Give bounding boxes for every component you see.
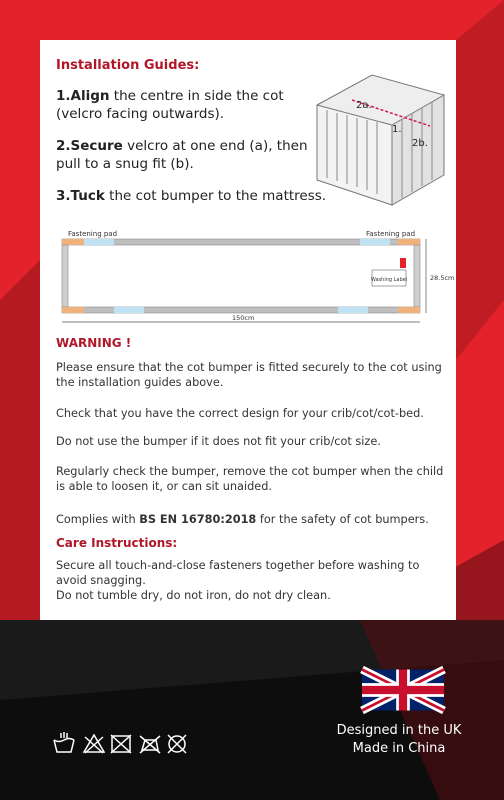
- uk-flag-icon: [362, 668, 444, 712]
- step-3-text: the cot bumper to the mattress.: [104, 188, 327, 204]
- width-dimension: 150cm: [232, 314, 255, 322]
- instruction-card: [40, 40, 456, 620]
- complies-standard: BS EN 16780:2018: [139, 513, 257, 526]
- care-line-2: Do not tumble dry, do not iron, do not dry clean.: [56, 589, 331, 602]
- step-1-number: 1.: [56, 88, 71, 104]
- complies-line: [56, 512, 446, 527]
- no-bleach-icon: [84, 735, 104, 753]
- cot-label-2a: 2a.: [356, 100, 372, 111]
- warning-paragraph-1: Please ensure that the cot bumper is fitted securely to the cot using the installation guides above.: [56, 361, 442, 389]
- complies-prefix: Complies with: [56, 513, 140, 526]
- hand-wash-icon: [54, 732, 74, 752]
- care-title: Care Instructions:: [56, 536, 178, 550]
- height-dimension: 28.5cm: [430, 274, 455, 282]
- cot-illustration: [312, 70, 447, 210]
- care-symbols: [52, 732, 202, 756]
- designed-in-text: Designed in the UK: [336, 723, 462, 738]
- bumper-diagram: [54, 226, 455, 330]
- no-dry-clean-icon: [168, 735, 186, 753]
- no-tumble-dry-icon: [111, 735, 131, 753]
- cot-label-1: 1.: [392, 124, 402, 135]
- step-2-text: velcro at one end (a), then pull to a snug fit (b).: [56, 138, 308, 172]
- no-iron-icon: [140, 736, 160, 753]
- warning-paragraph-3: Do not use the bumper if it does not fit your crib/cot size.: [56, 435, 381, 448]
- step-2-keyword: Secure: [70, 138, 123, 154]
- warning-title: WARNING !: [56, 336, 132, 350]
- step-2-number: 2.: [56, 138, 71, 154]
- step-1: [56, 87, 311, 123]
- origin-text: [324, 722, 474, 758]
- complies-suffix: for the safety of cot bumpers.: [256, 513, 429, 526]
- step-3-keyword: Tuck: [70, 188, 105, 204]
- installation-title: Installation Guides:: [56, 58, 200, 73]
- washing-label-text: Washing Label: [370, 277, 408, 283]
- step-1-text: the centre in side the cot (velcro facing outwards).: [56, 88, 284, 122]
- step-1-keyword: Align: [70, 88, 110, 104]
- step-2: [56, 137, 311, 173]
- fastening-pad-right-label: Fastening pad: [366, 230, 416, 238]
- step-3-number: 3.: [56, 188, 71, 204]
- made-in-text: Made in China: [352, 741, 446, 756]
- warning-paragraph-4: Regularly check the bumper, remove the cot bumper when the child is able to loosen it, or can sit unaided.: [56, 465, 444, 493]
- fastening-pad-left-label: Fastening pad: [68, 230, 118, 238]
- care-line-1: Secure all touch-and-close fasteners together before washing to avoid snagging.: [56, 559, 420, 587]
- cot-label-2b: 2b.: [412, 138, 428, 149]
- warning-paragraph-2: Check that you have the correct design for your crib/cot/cot-bed.: [56, 407, 424, 420]
